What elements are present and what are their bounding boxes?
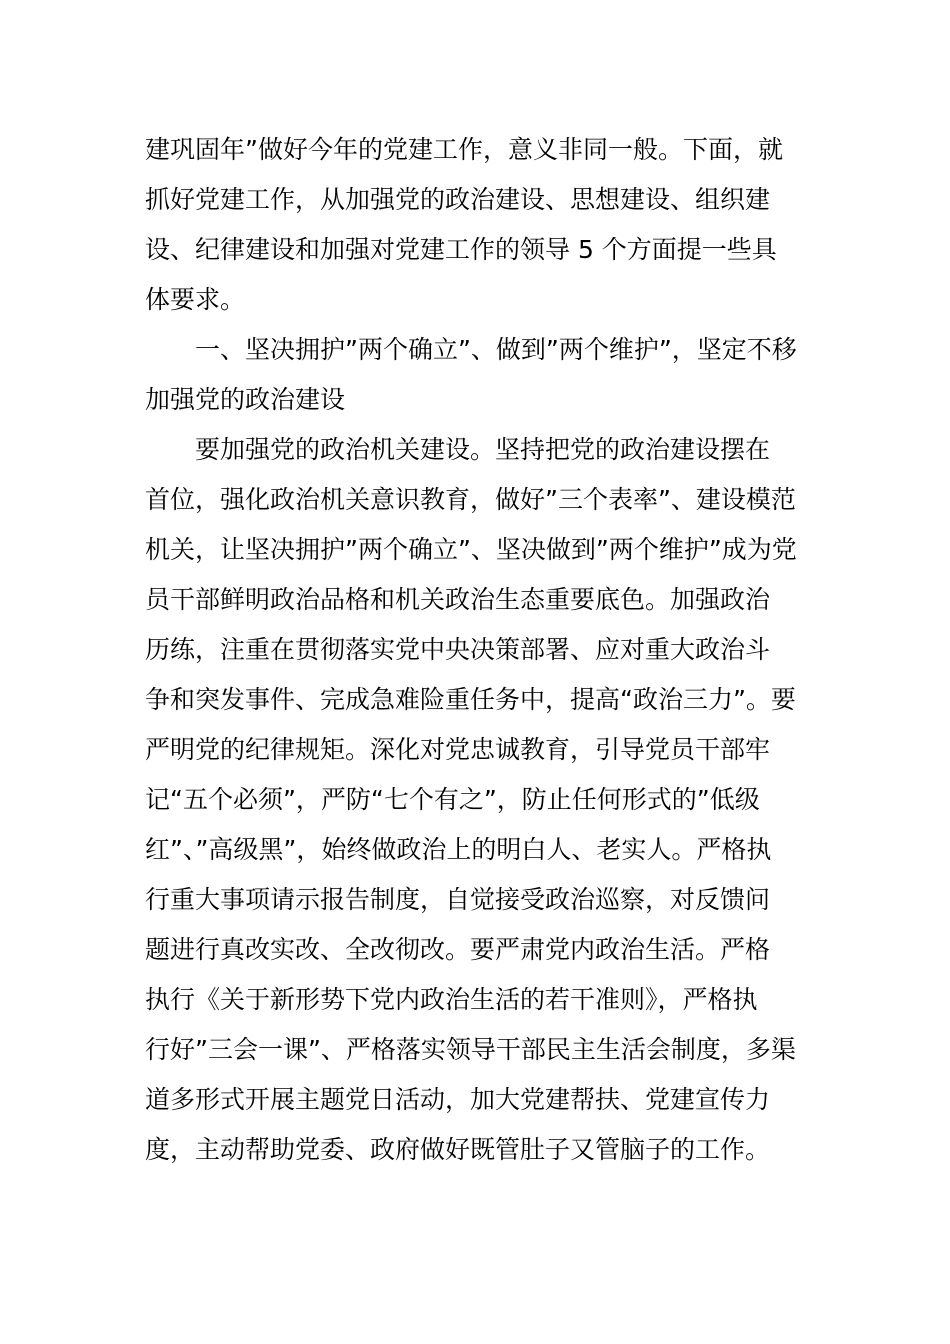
text-line-18: 执行《关于新形势下党内政治生活的若干准则》，严格执 [145, 985, 758, 1014]
text-line-3: 设、纪律建设和加强对党建工作的领导 5 个方面提一些具 [145, 235, 777, 264]
text-line-10: 员干部鲜明政治品格和机关政治生态重要底色。加强政治 [145, 585, 771, 614]
text-line-7: 要加强党的政治机关建设。坚持把党的政治建设摆在 [145, 435, 771, 464]
section-heading-line-2: 加强党的政治建设 [145, 385, 346, 414]
text-line-13: 严明党的纪律规矩。深化对党忠诚教育，引导党员干部牢 [145, 735, 771, 764]
text-line-1: 建巩固年”做好今年的党建工作，意义非同一般。下面，就 [145, 135, 783, 164]
text-line-2: 抓好党建工作，从加强党的政治建设、思想建设、组织建 [145, 185, 771, 214]
text-line-20: 道多形式开展主题党日活动，加大党建帮扶、党建宣传力 [145, 1085, 771, 1114]
text-line-11: 历练，注重在贯彻落实党中央决策部署、应对重大政治斗 [145, 635, 771, 664]
text-line-16: 行重大事项请示报告制度，自觉接受政治巡察，对反馈问 [145, 885, 771, 914]
text-line-12: 争和突发事件、完成急难险重任务中，提高“政治三力”。要 [145, 685, 796, 714]
text-line-9: 机关，让坚决拥护”两个确立”、坚决做到”两个维护”成为党 [145, 535, 797, 564]
text-line-8: 首位，强化政治机关意识教育，做好”三个表率”、建设模范 [145, 485, 796, 514]
text-line-14: 记“五个必须”，严防“七个有之”，防止任何形式的”低级 [145, 785, 760, 814]
text-line-19: 行好”三会一课”、严格落实领导干部民主生活会制度，多渠 [145, 1035, 796, 1064]
text-line-21: 度，主动帮助党委、政府做好既管肚子又管脑子的工作。 [145, 1135, 771, 1164]
text-line-4: 体要求。 [145, 285, 246, 314]
text-line-17: 题进行真改实改、全改彻改。要严肃党内政治生活。严格 [145, 935, 771, 964]
text-line-15: 红”、”高级黑”，始终做政治上的明白人、老实人。严格执 [145, 835, 772, 864]
section-heading-line-1: 一、坚决拥护”两个确立”、做到”两个维护”，坚定不移 [145, 335, 797, 364]
